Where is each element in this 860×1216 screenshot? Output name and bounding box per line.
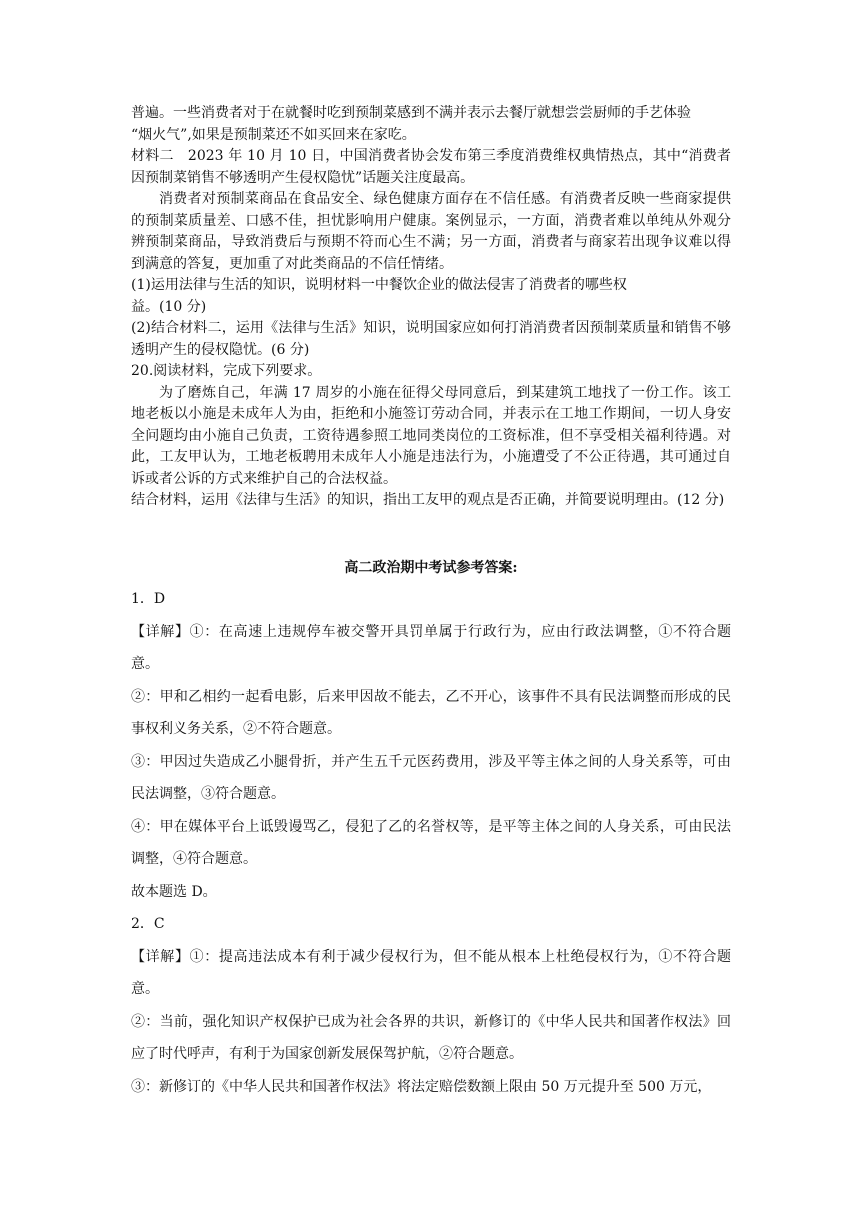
text-line: “烟火气”,如果是预制菜还不如买回来在家吃。 — [131, 126, 416, 143]
question-1b: 益。(10 分) — [131, 298, 207, 315]
answer-detail: 【详解】①：在高速上违规停车被交警开具罚单属于行政行为，应由行政法调整，①不符合题意。 — [131, 623, 731, 672]
question-2: (2)结合材料二，运用《法律与生活》知识，说明国家应如何打消消费者因预制菜质量和销售不够透明产生的侵权隐忧。(6 分) — [131, 320, 731, 358]
answers-title: 高二政治期中考试参考答案: — [344, 560, 518, 576]
answer-1: 1．D — [131, 591, 166, 607]
material-section — [131, 103, 731, 512]
text-line: 普遍。一些消费者对于在就餐时吃到预制菜感到不满并表示去餐厅就想尝尝厨师的手艺体验 — [131, 105, 691, 121]
answers-section — [131, 553, 731, 1103]
question-20: 20.阅读材料，完成下列要求。 — [131, 363, 322, 379]
answer-2: 2．C — [131, 916, 165, 932]
paragraph: 为了磨炼自己，年满 17 周岁的小施在征得父母同意后，到某建筑工地找了一份工作。该工地老板以小施是未成年人为由，拒绝和小施签订劳动合同，并表示在工地工作期间，一切人身安全问题均由小施自己负责，工资待遇参照工地同类岗位的工资标准，但不享受相关福利待遇。对此，工友甲认为，工地老板聘用未成年人小施是违法行为，小施遭受了不公正待遇，其可通过自诉或者公诉的方式来维护自己的合法权益。 — [131, 384, 731, 487]
text-line: 材料二 2023 年 10 月 10 日，中国消费者协会发布第三季度消费维权典情热点，其中“消费者因预制菜销售不够透明产生侵权隐忧”话题关注度最高。 — [131, 148, 731, 186]
answer-detail: ②：甲和乙相约一起看电影，后来甲因故不能去，乙不开心，该事件不具有民法调整而形成的民事权利义务关系，②不符合题意。 — [131, 688, 731, 737]
answer-detail: ③：甲因过失造成乙小腿骨折，并产生五千元医药费用，涉及平等主体之间的人身关系等，可由民法调整，③符合题意。 — [131, 753, 731, 802]
question-1a: (1)运用法律与生活的知识，说明材料一中餐饮企业的做法侵害了消费者的哪些权 — [131, 277, 627, 293]
answer-detail: ③：新修订的《中华人民共和国著作权法》将法定赔偿数额上限由 50 万元提升至 500 万元， — [131, 1078, 712, 1095]
paragraph: 消费者对预制菜商品在食品安全、绿色健康方面存在不信任感。有消费者反映一些商家提供的预制菜质量差、口感不佳，担忧影响用户健康。案例显示，一方面，消费者难以单纯从外观分辨预制菜商品，导致消费后与预期不符而心生不满；另一方面，消费者与商家若出现争议难以得到满意的答复，更加重了对此类商品的不信任情绪。 — [131, 191, 731, 272]
answer-conclusion: 故本题选 D。 — [131, 883, 217, 900]
answer-detail: ②：当前，强化知识产权保护已成为社会各界的共识，新修订的《中华人民共和国著作权法》回应了时代呼声，有利于为国家创新发展保驾护航，②符合题意。 — [131, 1013, 731, 1062]
question-20-task: 结合材料，运用《法律与生活》的知识，指出工友甲的观点是否正确，并简要说明理由。(12 分) — [131, 492, 725, 508]
answer-detail: 【详解】①：提高违法成本有利于减少侵权行为，但不能从根本上杜绝侵权行为，①不符合题意。 — [131, 948, 731, 997]
answer-detail: ④：甲在媒体平台上诋毁谩骂乙，侵犯了乙的名誉权等，是平等主体之间的人身关系，可由民法调整，④符合题意。 — [131, 818, 731, 867]
